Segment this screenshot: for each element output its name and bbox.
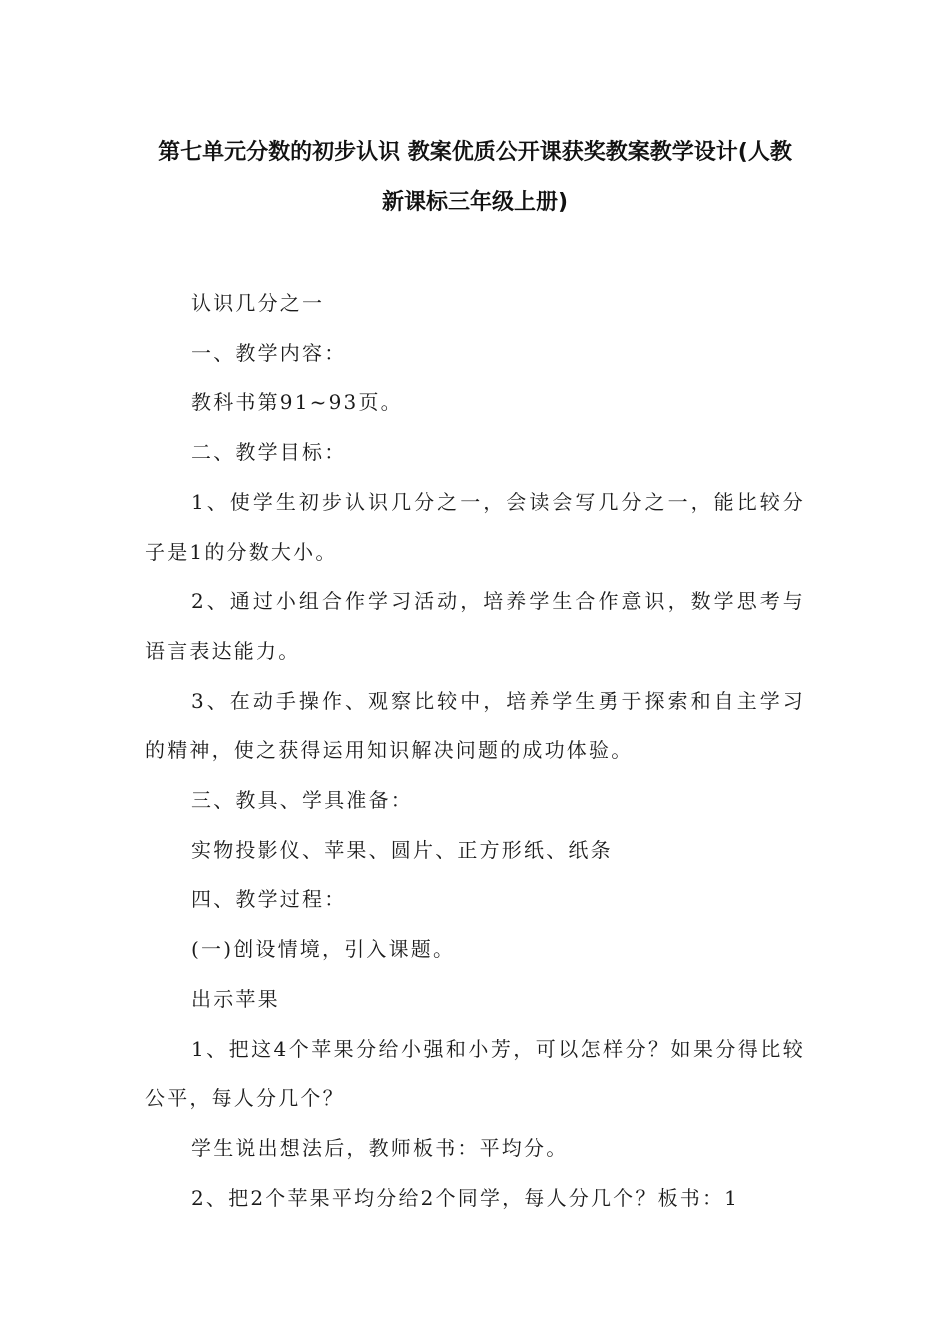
paragraph: 出示苹果 — [191, 986, 280, 1011]
paragraph: 2、通过小组合作学习活动，培养学生合作意识，数学思考与语言表达能力。 — [145, 589, 805, 663]
section-heading: 认识几分之一 — [191, 291, 325, 315]
heading-teaching-process: 四、教学过程： — [191, 887, 347, 912]
paragraph: 学生说出想法后，教师板书：平均分。 — [191, 1135, 569, 1160]
paragraph: 实物投影仪、苹果、圆片、正方形纸、纸条 — [191, 837, 613, 862]
title-line-2: 新课标三年级上册) — [381, 190, 569, 215]
heading-teaching-goals: 二、教学目标： — [191, 440, 347, 465]
paragraph: 1、使学生初步认识几分之一，会读会写几分之一，能比较分子是1的分数大小。 — [145, 489, 805, 564]
heading-teaching-aids: 三、教具、学具准备： — [191, 788, 413, 813]
paragraph: (一)创设情境，引入课题。 — [191, 937, 456, 962]
paragraph: 3、在动手操作、观察比较中，培养学生勇于探索和自主学习的精神，使之获得运用知识解决问题的成功体验。 — [145, 688, 805, 763]
paragraph: 教科书第91~93页。 — [191, 390, 403, 415]
title-line-1: 第七单元分数的初步认识 教案优质公开课获奖教案教学设计(人教 — [158, 140, 792, 165]
paragraph: 1、把这4个苹果分给小强和小芳，可以怎样分？如果分得比较公平，每人分几个？ — [145, 1036, 805, 1111]
paragraph: 2、把2个苹果平均分给2个同学，每人分几个？板书：1 — [191, 1185, 740, 1210]
document-body — [145, 279, 805, 1223]
heading-teaching-content: 一、教学内容： — [191, 340, 347, 365]
document-title — [145, 128, 805, 228]
